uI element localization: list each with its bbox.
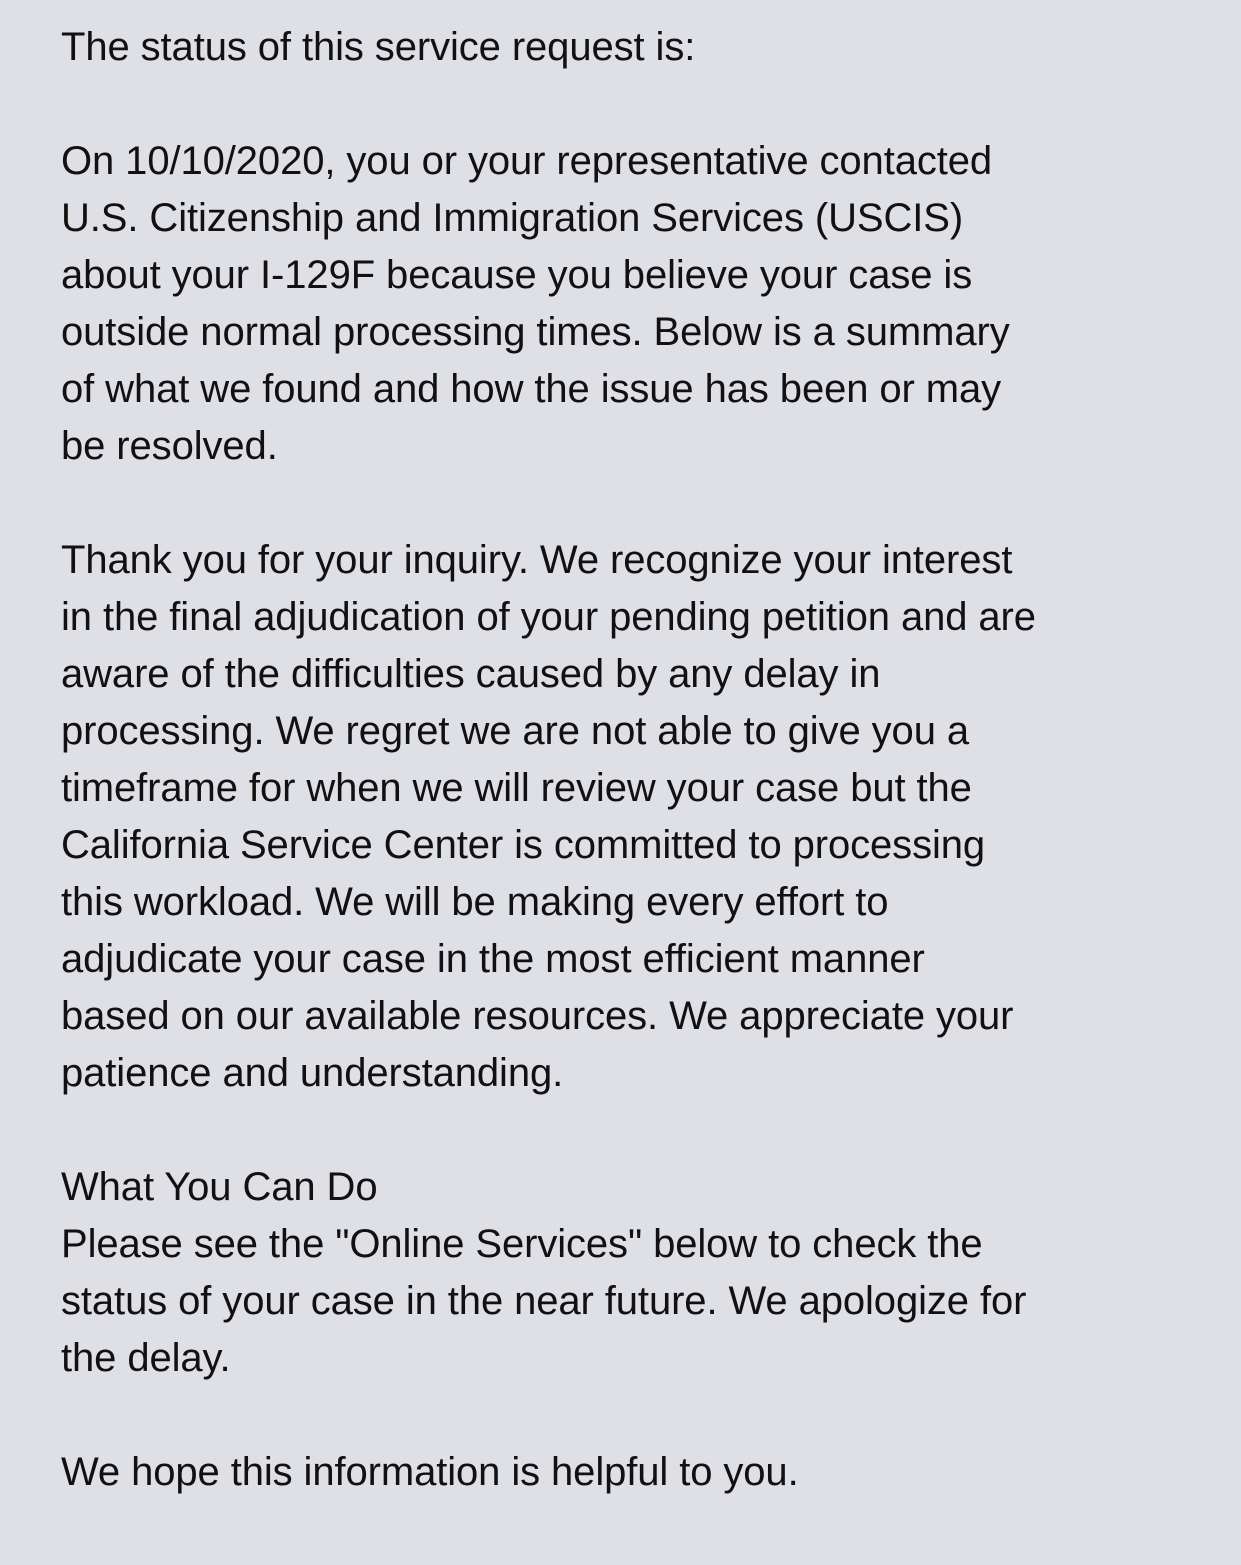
inquiry-response-line: this workload. We will be making every effort to	[61, 880, 889, 924]
online-services-line: Please see the "Online Services" below to check the	[61, 1222, 983, 1266]
inquiry-response-line: patience and understanding.	[61, 1051, 564, 1095]
what-you-can-do-heading: What You Can Do	[61, 1165, 378, 1209]
online-services-line: status of your case in the near future. We apologize for	[61, 1279, 1027, 1323]
closing-message: We hope this information is helpful to you.	[61, 1450, 799, 1494]
inquiry-response-line: adjudicate your case in the most efficient manner	[61, 937, 925, 981]
contact-summary-line: of what we found and how the issue has been or may	[61, 367, 1002, 411]
inquiry-response-line: processing. We regret we are not able to give you a	[61, 709, 970, 753]
status-intro: The status of this service request is:	[61, 25, 696, 69]
paragraph-gap	[61, 1387, 1211, 1444]
inquiry-response-line: aware of the difficulties caused by any delay in	[61, 652, 881, 696]
contact-summary-line: about your I-129F because you believe your case is	[61, 253, 973, 297]
paragraph-gap	[61, 76, 1211, 133]
inquiry-response-line: California Service Center is committed to processing	[61, 823, 986, 867]
contact-summary-paragraph	[61, 133, 1211, 475]
inquiry-response-line: in the final adjudication of your pending petition and are	[61, 595, 1036, 639]
inquiry-response-line: Thank you for your inquiry. We recognize your interest	[61, 538, 1013, 582]
contact-summary-line: U.S. Citizenship and Immigration Services (USCIS)	[61, 196, 964, 240]
inquiry-response-line: timeframe for when we will review your case but the	[61, 766, 972, 810]
contact-summary-line: On 10/10/2020, you or your representative contacted	[61, 139, 993, 183]
paragraph-gap	[61, 475, 1211, 532]
contact-summary-line: outside normal processing times. Below is a summary	[61, 310, 1010, 354]
online-services-paragraph	[61, 1216, 1211, 1387]
paragraph-gap	[61, 1102, 1211, 1159]
inquiry-response-line: based on our available resources. We appreciate your	[61, 994, 1014, 1038]
service-request-message	[61, 19, 1211, 1501]
inquiry-response-paragraph	[61, 532, 1211, 1102]
online-services-line: the delay.	[61, 1336, 231, 1380]
contact-summary-line: be resolved.	[61, 424, 278, 468]
